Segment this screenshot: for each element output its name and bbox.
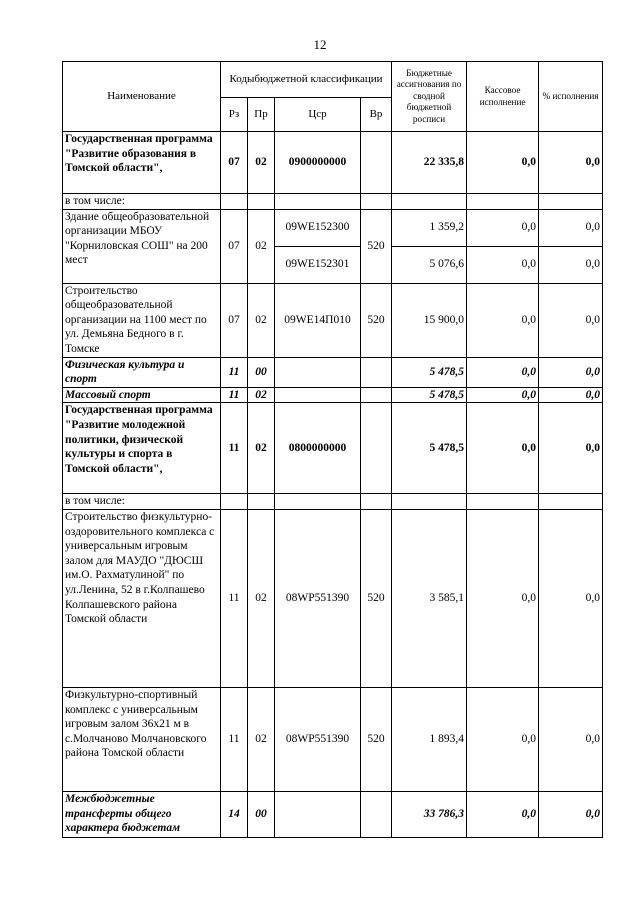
header-vr: Вр: [361, 98, 392, 132]
row-name: Физкультурно-спортивный комплекс с универсальным игровым залом 36х21 м в с.Молчаново Молчановского района Томской области: [63, 687, 221, 791]
row-percent: 0,0: [539, 509, 603, 687]
row-rz: 14: [221, 791, 248, 837]
row-csr: 08WP551390: [275, 687, 361, 791]
row-vr: [361, 132, 392, 194]
row-rz: 07: [221, 209, 248, 283]
row-sum: 5 478,5: [392, 387, 467, 403]
row-name: Массовый спорт: [63, 387, 221, 403]
row-rz: 11: [221, 357, 248, 387]
row-rz: 11: [221, 509, 248, 687]
row-csr: 08WP551390: [275, 509, 361, 687]
row-percent: 0,0: [539, 132, 603, 194]
row-sum: 3 585,1: [392, 509, 467, 687]
row-sum: 33 786,3: [392, 791, 467, 837]
row-name: Физическая культура и спорт: [63, 357, 221, 387]
row-csr: 09WE14П010: [275, 283, 361, 357]
header-rz: Рз: [221, 98, 248, 132]
row-cash: 0,0: [467, 357, 539, 387]
row-rz: 07: [221, 283, 248, 357]
row-name: в том числе:: [63, 494, 221, 510]
table-row: [63, 132, 603, 194]
header-csr: Цср: [275, 98, 361, 132]
row-percent: 0,0: [539, 246, 603, 283]
table-row: [63, 357, 603, 387]
row-csr: 0900000000: [275, 132, 361, 194]
table-row: [63, 387, 603, 403]
table-row: [63, 791, 603, 837]
row-csr: 09WE152300: [275, 209, 361, 246]
row-csr: 09WE152301: [275, 246, 361, 283]
row-pr: 02: [248, 509, 275, 687]
header-pr: Пр: [248, 98, 275, 132]
row-vr: 520: [361, 509, 392, 687]
row-sum: 5 478,5: [392, 357, 467, 387]
row-rz: 07: [221, 132, 248, 194]
row-cash: 0,0: [467, 283, 539, 357]
row-pr: 00: [248, 791, 275, 837]
row-cash: 0,0: [467, 791, 539, 837]
row-name: Государственная программа "Развитие молодежной политики, физической культуры и спорта в Томской области",: [63, 403, 221, 494]
row-percent: 0,0: [539, 357, 603, 387]
row-pr: 02: [248, 387, 275, 403]
table-row: [63, 283, 603, 357]
table-row: [63, 209, 603, 246]
row-cash: 0,0: [467, 403, 539, 494]
row-name: Здание общеобразовательной организации МБОУ "Корниловская СОШ" на 200 мест: [63, 209, 221, 283]
header-cash: Кассовое исполнение: [467, 62, 539, 132]
row-name: Межбюджетные трансферты общего характера бюджетам: [63, 791, 221, 837]
row-percent: 0,0: [539, 403, 603, 494]
row-pr: 02: [248, 687, 275, 791]
budget-table: [62, 61, 603, 838]
row-cash: 0,0: [467, 246, 539, 283]
row-cash: 0,0: [467, 132, 539, 194]
row-sum: 5 478,5: [392, 403, 467, 494]
row-pr: 02: [248, 403, 275, 494]
row-name: Строительство физкультурно-оздоровительного комплекса с универсальным игровым залом для МАУДО "ДЮСШ им.О. Рахматулиной" по ул.Ленина, 52 в г.Колпашево Колпашевского района Томской области: [63, 509, 221, 687]
row-sum: 5 076,6: [392, 246, 467, 283]
table-row: [63, 194, 603, 210]
header-assignments: Бюджетные ассигнования по сводной бюджетной росписи: [392, 62, 467, 132]
row-rz: 11: [221, 403, 248, 494]
table-row: [63, 403, 603, 494]
row-pr: 02: [248, 132, 275, 194]
page-number: 12: [313, 37, 327, 52]
row-percent: 0,0: [539, 387, 603, 403]
table-row: [63, 687, 603, 791]
row-name: Строительство общеобразовательной организации на 1100 мест по ул. Демьяна Бедного в г. Томске: [63, 283, 221, 357]
row-pr: 00: [248, 357, 275, 387]
row-name: в том числе:: [63, 194, 221, 210]
row-cash: 0,0: [467, 687, 539, 791]
row-name: Государственная программа "Развитие образования в Томской области",: [63, 132, 221, 194]
row-rz: 11: [221, 687, 248, 791]
row-vr: 520: [361, 687, 392, 791]
header-row: [63, 62, 603, 98]
row-percent: 0,0: [539, 687, 603, 791]
row-percent: 0,0: [539, 791, 603, 837]
row-pr: 02: [248, 209, 275, 283]
table-row: [63, 509, 603, 687]
row-sum: 22 335,8: [392, 132, 467, 194]
row-sum: 1 359,2: [392, 209, 467, 246]
row-cash: 0,0: [467, 209, 539, 246]
row-vr: 520: [361, 283, 392, 357]
row-percent: 0,0: [539, 283, 603, 357]
row-rz: 11: [221, 387, 248, 403]
header-codes: Кодыбюджетной классификации: [221, 62, 392, 98]
table-row: [63, 494, 603, 510]
row-sum: 15 900,0: [392, 283, 467, 357]
row-cash: 0,0: [467, 387, 539, 403]
row-cash: 0,0: [467, 509, 539, 687]
header-percent: % исполнения: [539, 62, 603, 132]
row-vr: 520: [361, 209, 392, 283]
row-csr: 0800000000: [275, 403, 361, 494]
row-sum: 1 893,4: [392, 687, 467, 791]
row-pr: 02: [248, 283, 275, 357]
row-percent: 0,0: [539, 209, 603, 246]
header-name: Наименование: [63, 62, 221, 132]
